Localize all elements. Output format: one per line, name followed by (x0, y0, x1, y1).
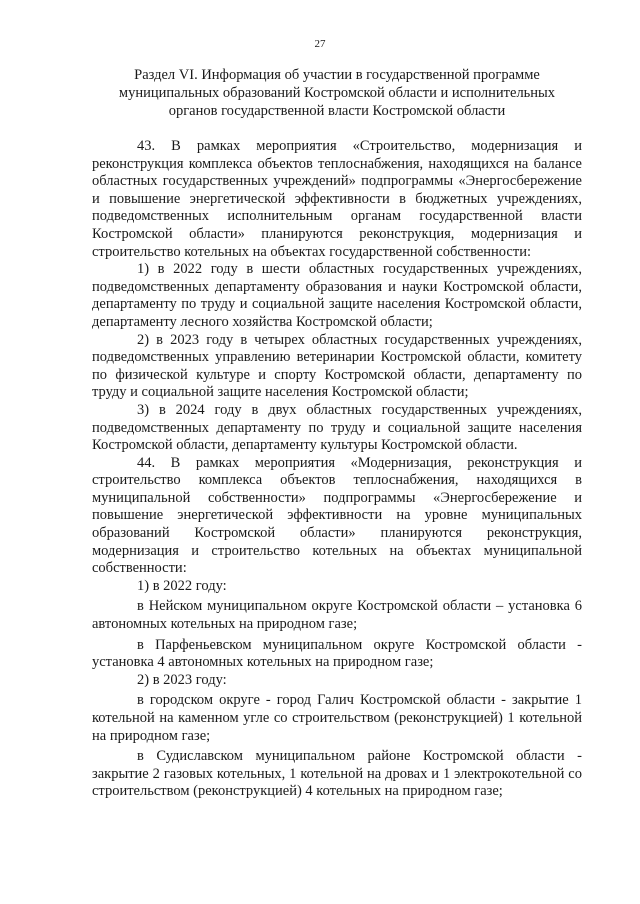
paragraph-43-item-1: 1) в 2022 году в шести областных государственных учреждениях, подведомственных департаменту образования и науки Костромской области, департаменту по труду и социальной защите населения Костромской области, департаменту лесного хозяйства Костромской области; (92, 261, 582, 330)
body-text (92, 138, 582, 801)
paragraph-sudislavl: в Судиславском муниципальном районе Костромской области - закрытие 2 газовых котельных, 1 котельной на дровах и 1 электрокотельной со строительством (реконструкцией) 4 котельных на природном газе; (92, 748, 582, 800)
paragraph-galich: в городском округе - город Галич Костромской области - закрытие 1 котельной на каменном угле со строительством (реконструкцией) 1 котельной на природном газе; (92, 692, 582, 744)
page-number: 27 (314, 38, 326, 50)
paragraph-44: 44. В рамках мероприятия «Модернизация, реконструкция и строительство комплекса объектов теплоснабжения, находящихся в муниципальной собственности» подпрограммы «Энергосбережение и повышение энергетической эффективности на уровне муниципальных образований Костромской области» планируются реконструкция, модернизация и строительство котельных на объектах муниципальной собственности: (92, 454, 582, 577)
paragraph-43-item-2: 2) в 2023 году в четырех областных государственных учреждениях, подведомственных управлению ветеринарии Костромской области, комитету по физической культуре и спорту Костромской области, департаменту по труду и социальной защите населения Костромской области; (92, 331, 582, 401)
section-title-line: муниципальных образований Костромской области и исполнительных (118, 85, 556, 101)
paragraph-neya: в Нейском муниципальном округе Костромской области – установка 6 автономных котельных на природном газе; (92, 598, 582, 633)
section-title-line: Раздел VI. Информация об участии в государственной программе (134, 67, 540, 83)
section-title (92, 66, 582, 120)
paragraph-43-item-3: 3) в 2024 году в двух областных государственных учреждениях, подведомственных департаменту по труду и социальной защите населения Костромской области, департаменту культуры Костромской области. (92, 401, 582, 454)
section-title-line: органов государственной власти Костромской области (168, 103, 506, 119)
paragraph-43: 43. В рамках мероприятия «Строительство, модернизация и реконструкция комплекса объектов теплоснабжения, находящихся на балансе областных государственных учреждений» подпрограммы «Энергосбережение и повышение энергетической эффективности в бюджетных учреждениях, подведомственных исполнительным органам государственной власти Костромской области» планируются реконструкция, модернизация и строительство котельных на объектах государственной собственности: (92, 138, 582, 260)
paragraph-parfenyevo: в Парфеньевском муниципальном округе Костромской области - установка 4 автономных котельных на природном газе; (92, 636, 582, 671)
paragraph-44-item-1: 1) в 2022 году: (137, 577, 227, 594)
paragraph-44-item-2: 2) в 2023 году: (137, 671, 227, 688)
